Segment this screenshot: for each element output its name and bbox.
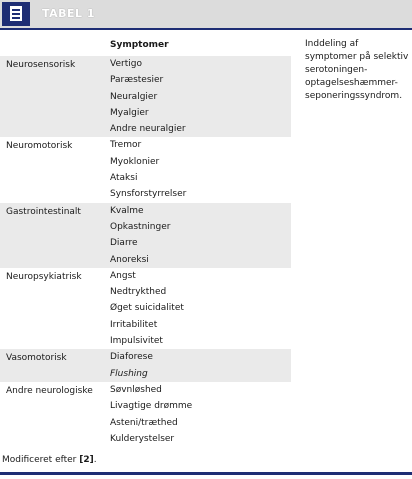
- footnote-end: .: [93, 455, 97, 465]
- table-group: [0, 137, 291, 202]
- table-header-bar: [0, 0, 412, 30]
- symptom-item: Nedtrykthed: [110, 287, 167, 298]
- table-group: [0, 349, 291, 382]
- symptom-item: Diaforese: [110, 352, 153, 363]
- category-label: Neuropsykiatrisk: [6, 271, 82, 282]
- footnote: [2, 455, 97, 465]
- category-label: Vasomotorisk: [6, 353, 67, 364]
- table-title: TABEL 1: [42, 7, 96, 20]
- symptom-item: Ataksi: [110, 173, 138, 184]
- table-group: [0, 382, 291, 447]
- footnote-text: Modificeret efter: [2, 455, 80, 465]
- table-group: [0, 203, 291, 268]
- symptom-item: Paræstesier: [110, 75, 164, 86]
- symptom-item: Flushing: [110, 368, 148, 379]
- category-label: Neurosensorisk: [6, 60, 76, 70]
- symptom-item: Andre neuralgier: [110, 124, 186, 135]
- category-label: Andre neurologiske: [6, 385, 93, 396]
- table-group: [0, 56, 291, 137]
- table-column-header: [0, 36, 291, 56]
- symptom-table: [0, 36, 291, 447]
- symptom-item: Kvalme: [110, 205, 144, 216]
- document-icon: [2, 2, 30, 26]
- table-caption: Inddeling af symptomer på selektiv serotoningen-optagelseshæmmer-seponeringssyndrom.: [305, 39, 409, 101]
- reference-link[interactable]: [2]: [79, 455, 94, 465]
- category-label: Neuromotorisk: [6, 141, 73, 152]
- symptom-item: Tremor: [110, 140, 142, 151]
- symptom-item: Vertigo: [110, 59, 142, 69]
- symptom-item: Myoklonier: [110, 156, 160, 167]
- table-group: [0, 268, 291, 349]
- symptom-item: Kulderystelser: [110, 433, 175, 444]
- category-label: Gastrointestinalt: [6, 206, 81, 217]
- symptom-item: Myalgier: [110, 107, 149, 118]
- symptom-item: Søvnløshed: [110, 384, 162, 395]
- symptom-item: Angst: [110, 270, 136, 281]
- bottom-rule: [0, 472, 412, 475]
- symptom-item: Impulsivitet: [110, 336, 163, 347]
- symptom-item: Diarre: [110, 238, 138, 249]
- symptomer-header: Symptomer: [110, 40, 169, 50]
- symptom-item: Irritabilitet: [110, 319, 158, 330]
- symptom-item: Synsforstyrrelser: [110, 189, 187, 200]
- symptom-item: Livagtige drømme: [110, 401, 193, 412]
- symptom-item: Øget suicidalitet: [110, 303, 184, 314]
- symptom-item: Anoreksi: [110, 254, 149, 265]
- symptom-item: Neuralgier: [110, 91, 158, 102]
- symptom-item: Opkastninger: [110, 221, 171, 232]
- symptom-item: Asteni/træthed: [110, 417, 178, 428]
